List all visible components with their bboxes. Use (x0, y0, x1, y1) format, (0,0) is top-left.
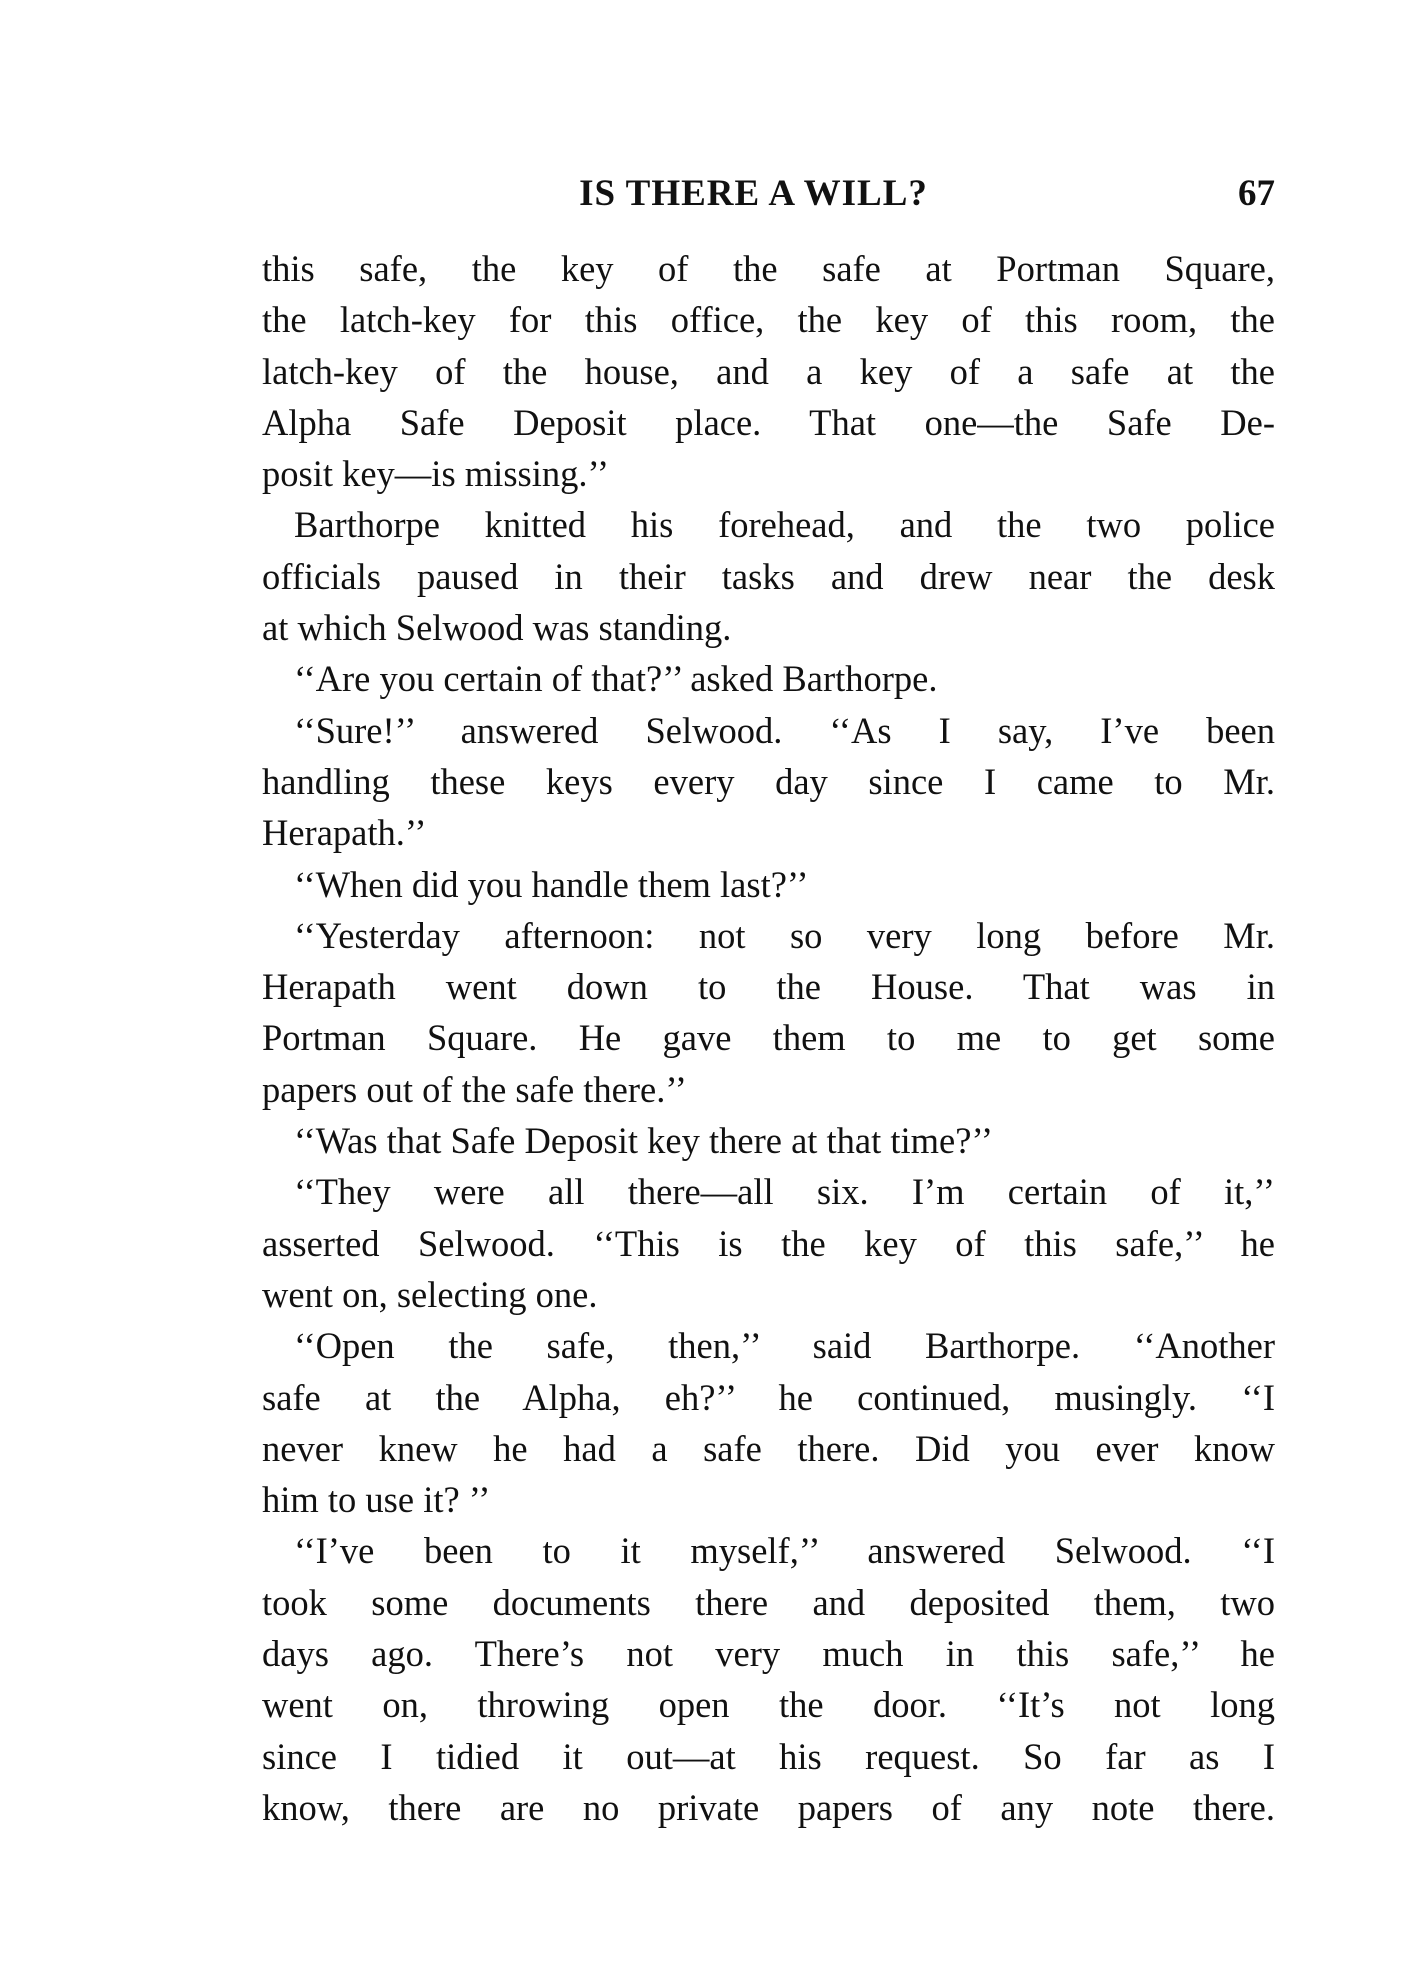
body-text (262, 243, 1275, 1833)
chapter-title: IS THERE A WILL? (579, 173, 928, 214)
text-line: ‘‘Was that Safe Deposit key there at that time?’’ (294, 1120, 994, 1162)
text-line: ‘‘Are you certain of that?’’ asked Barthorpe. (294, 658, 938, 700)
page-number: 67 (1238, 173, 1275, 214)
text-line: papers out of the safe there.’’ (262, 1068, 687, 1110)
text-line: ‘‘Sure!’’ answered Selwood. ‘‘As I say, I’ve been (294, 709, 1275, 751)
text-line: took some documents there and deposited them, two (262, 1581, 1275, 1623)
text-line: the latch-key for this office, the key of this room, the (262, 299, 1275, 341)
text-line: at which Selwood was standing. (262, 607, 732, 649)
text-line: officials paused in their tasks and drew near the desk (262, 555, 1275, 597)
running-head (262, 172, 1275, 224)
text-line: asserted Selwood. ‘‘This is the key of this safe,’’ he (262, 1222, 1275, 1264)
text-line: Herapath.’’ (262, 812, 427, 854)
text-line: since I tidied it out—at his request. So far as I (262, 1735, 1275, 1777)
text-line: ‘‘Yesterday afternoon: not so very long before Mr. (294, 914, 1275, 956)
text-line: this safe, the key of the safe at Portman Square, (262, 248, 1275, 289)
text-line: Barthorpe knitted his forehead, and the two police (294, 504, 1275, 546)
text-line: Alpha Safe Deposit place. That one—the Safe De- (262, 401, 1275, 443)
text-line: Portman Square. He gave them to me to get some (262, 1017, 1275, 1059)
text-line: ‘‘They were all there—all six. I’m certain of it,’’ (294, 1171, 1275, 1213)
text-line: safe at the Alpha, eh?’’ he continued, musingly. ‘‘I (262, 1376, 1275, 1418)
text-line: days ago. There’s not very much in this safe,’’ he (262, 1633, 1275, 1675)
text-line: know, there are no private papers of any note there. (262, 1786, 1275, 1828)
text-line: ‘‘When did you handle them last?’’ (294, 863, 809, 905)
text-line: handling these keys every day since I came to Mr. (262, 760, 1275, 802)
text-line: latch-key of the house, and a key of a safe at the (262, 350, 1275, 392)
text-line: went on, throwing open the door. ‘‘It’s not long (262, 1684, 1275, 1726)
text-line: Herapath went down to the House. That was in (262, 966, 1275, 1008)
text-line: went on, selecting one. (262, 1273, 598, 1315)
text-line: him to use it? ’’ (262, 1479, 491, 1521)
text-line: ‘‘Open the safe, then,’’ said Barthorpe. ‘‘Another (294, 1325, 1275, 1367)
text-line: ‘‘I’ve been to it myself,’’ answered Selwood. ‘‘I (294, 1530, 1275, 1572)
text-line: never knew he had a safe there. Did you ever know (262, 1427, 1275, 1469)
text-line: posit key—is missing.’’ (262, 453, 610, 495)
